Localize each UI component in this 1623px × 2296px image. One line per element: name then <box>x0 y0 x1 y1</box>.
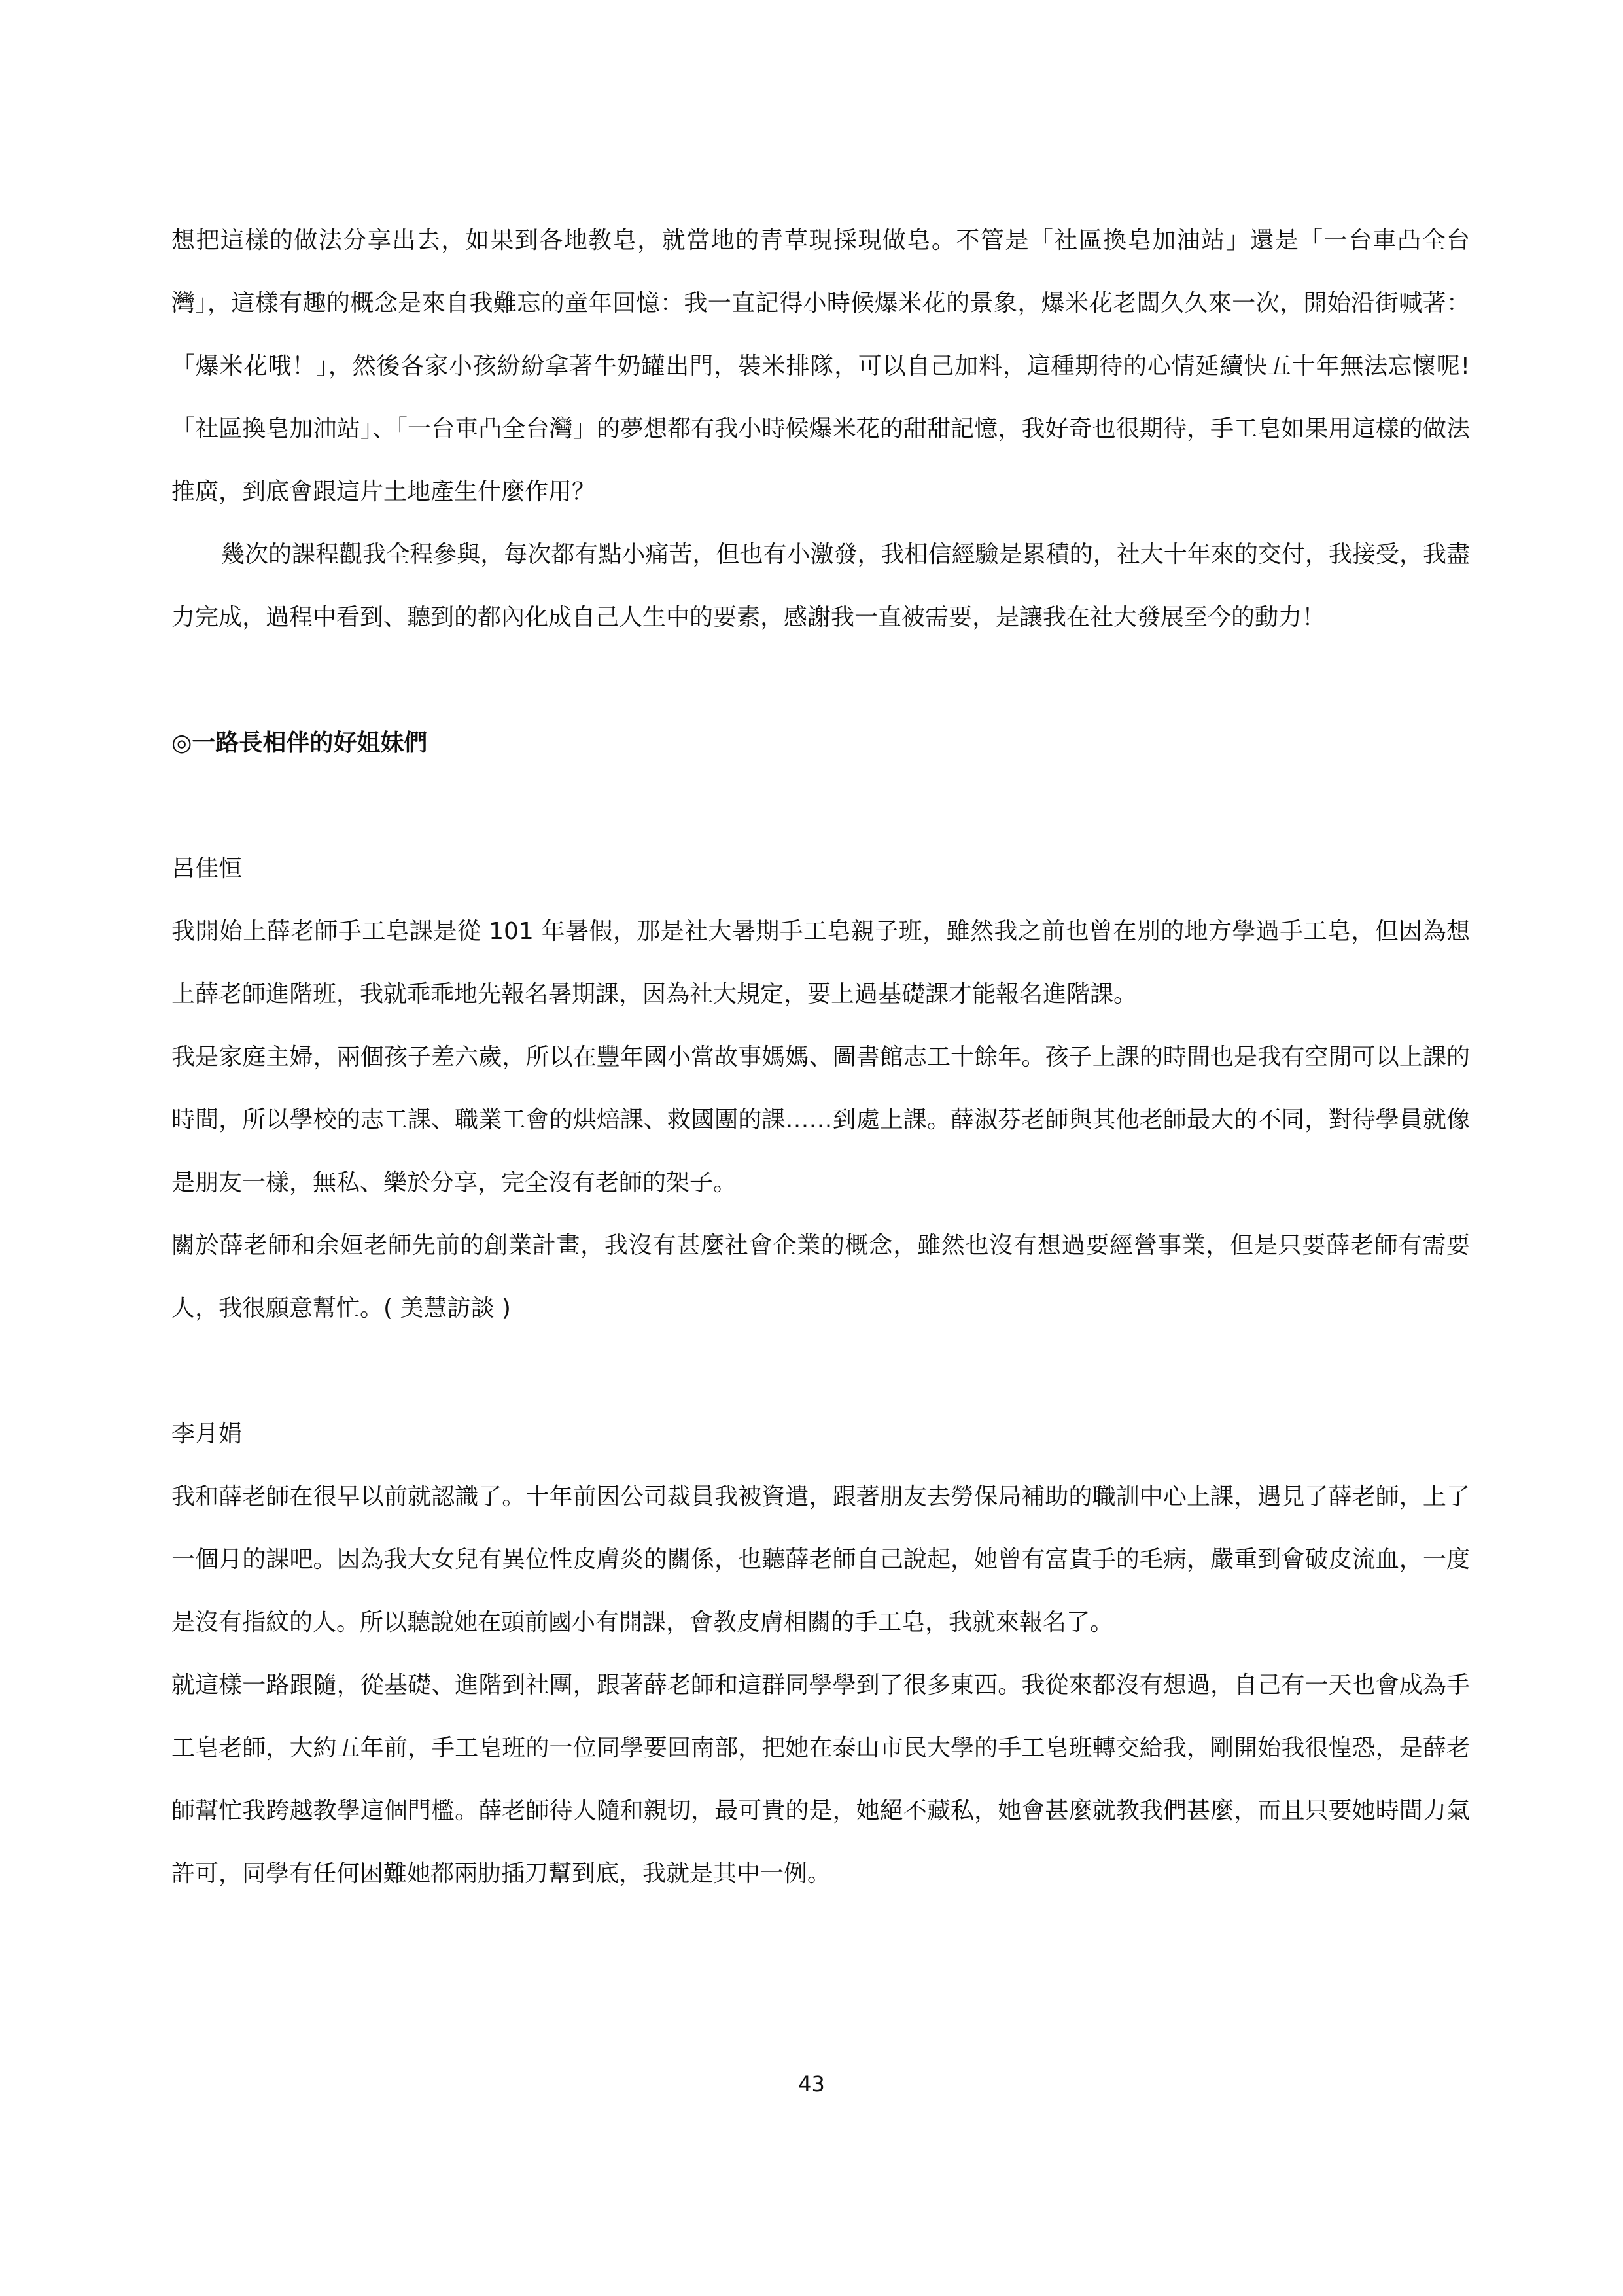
person-name: 呂佳恒 <box>171 855 243 882</box>
body-paragraph: 想把這樣的做法分享出去，如果到各地教皂，就當地的青草現採現做皂。不管是「社區換皂加油站」還是「一台車凸全台灣」，這樣有趣的概念是來自我難忘的童年回憶：我一直記得小時候爆米花的景象，爆米花老闆久久來一次，開始沿街喊著：「爆米花哦！」，然後各家小孩紛紛拿著牛奶罐出門，裝米排隊，可以自己加料，這種期待的心情延續快五十年無法忘懷呢!「社區換皂加油站」、「一台車凸全台灣」的夢想都有我小時候爆米花的甜甜記憶，我好奇也很期待，手工皂如果用這樣的做法推廣，到底會跟這片土地產生什麼作用？ <box>171 227 1470 505</box>
spacer <box>171 1340 1470 1403</box>
spacer <box>171 775 1470 838</box>
page-number: 43 <box>798 2072 825 2096</box>
body-paragraph: 就這樣一路跟隨，從基礎、進階到社團，跟著薛老師和這群同學學到了很多東西。我從來都沒有想過，自己有一天也會成為手工皂老師，大約五年前，手工皂班的一位同學要回南部，把她在泰山市民大學的手工皂班轉交給我，剛開始我很惶恐，是薛老師幫忙我跨越教學這個門檻。薛老師待人隨和親切，最可貴的是，她絕不藏私，她會甚麼就教我們甚麼，而且只要她時間力氣許可，同學有任何困難她都兩肋插刀幫到底，我就是其中一例。 <box>171 1672 1470 1887</box>
section-heading: ◎一路長相伴的好姐妹們 <box>171 730 428 756</box>
body-paragraph: 我是家庭主婦，兩個孩子差六歲，所以在豐年國小當故事媽媽、圖書館志工十餘年。孩子上課的時間也是我有空閒可以上課的時間，所以學校的志工課、職業工會的烘焙課、救國團的課……到處上課。薛淑芬老師與其他老師最大的不同，對待學員就像是朋友一樣，無私、樂於分享，完全沒有老師的架子。 <box>171 1044 1470 1196</box>
document-body <box>171 209 1470 1905</box>
body-paragraph: 關於薛老師和余姮老師先前的創業計畫，我沒有甚麼社會企業的概念，雖然也沒有想過要經營事業，但是只要薛老師有需要人，我很願意幫忙。( 美慧訪談 ) <box>171 1232 1470 1322</box>
body-paragraph: 幾次的課程觀我全程參與，每次都有點小痛苦，但也有小激發，我相信經驗是累積的，社大十年來的交付，我接受，我盡力完成，過程中看到、聽到的都內化成自己人生中的要素，感謝我一直被需要，是讓我在社大發展至今的動力！ <box>171 541 1470 631</box>
body-paragraph: 我和薛老師在很早以前就認識了。十年前因公司裁員我被資遣，跟著朋友去勞保局補助的職訓中心上課，遇見了薛老師，上了一個月的課吧。因為我大女兒有異位性皮膚炎的關係，也聽薛老師自己說起，她曾有富貴手的毛病，嚴重到會破皮流血，一度是沒有指紋的人。所以聽說她在頭前國小有開課，會教皮膚相關的手工皂，我就來報名了。 <box>171 1483 1470 1636</box>
body-paragraph: 我開始上薛老師手工皂課是從 101 年暑假，那是社大暑期手工皂親子班，雖然我之前也曾在別的地方學過手工皂，但因為想上薛老師進階班，我就乖乖地先報名暑期課，因為社大規定，要上過基礎課才能報名進階課。 <box>171 918 1470 1008</box>
spacer <box>171 649 1470 712</box>
person-name: 李月娟 <box>171 1421 243 1447</box>
